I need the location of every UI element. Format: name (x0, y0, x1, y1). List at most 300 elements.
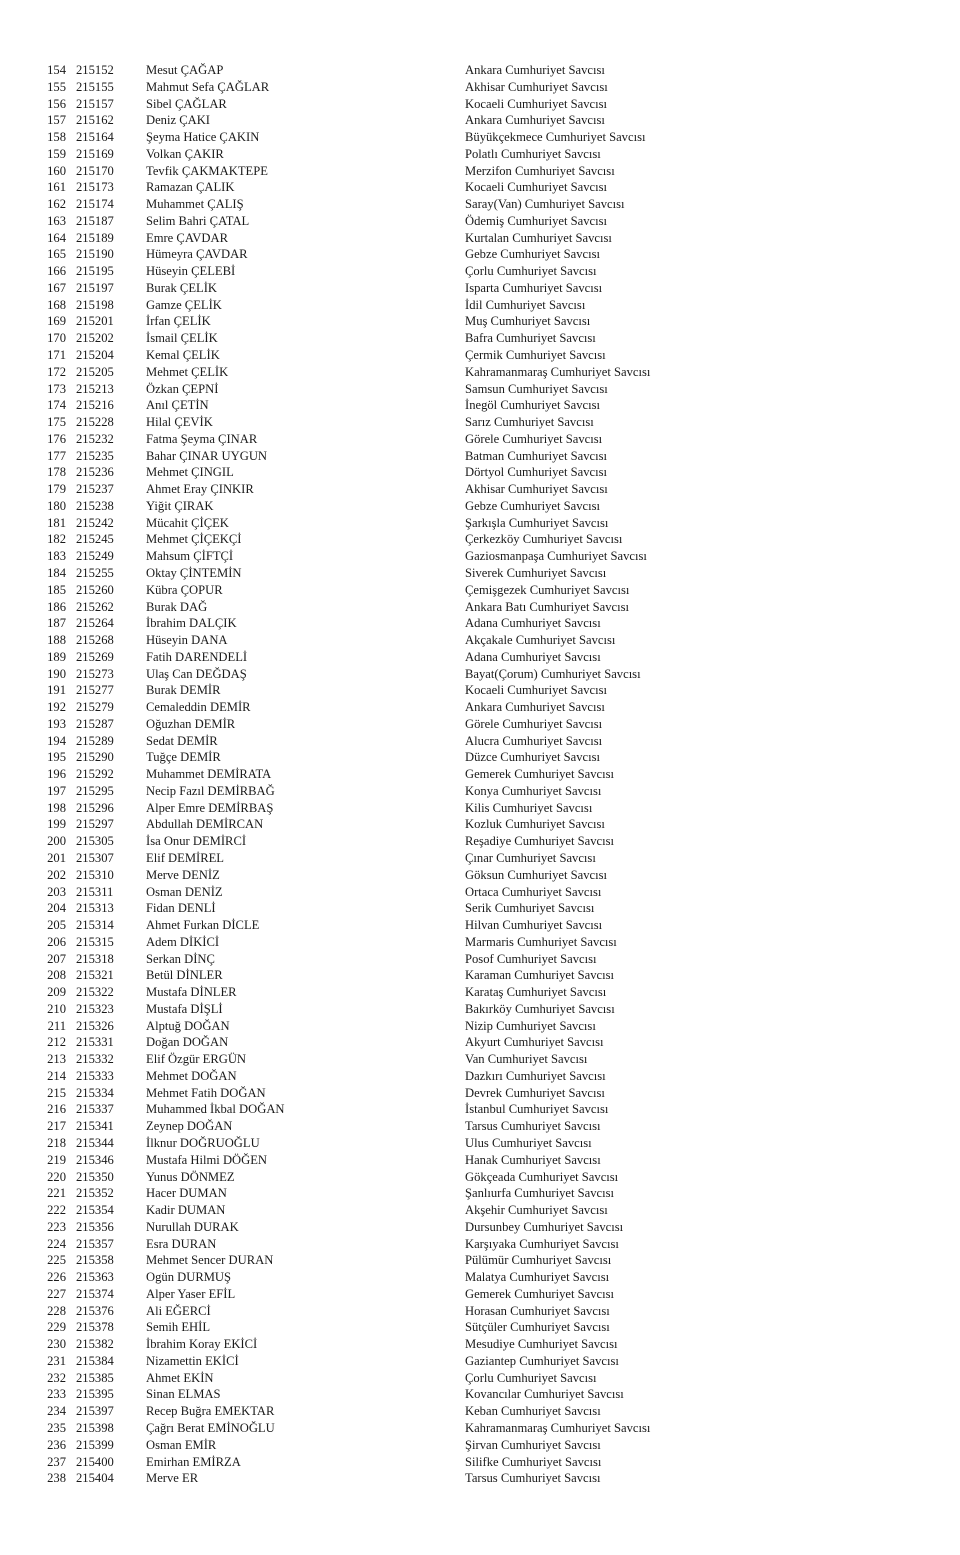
list-row (0, 850, 960, 867)
person-name: Mustafa DİŞLİ (146, 1001, 223, 1016)
person-name: Osman DENİZ (146, 884, 223, 899)
registry-number: 215216 (76, 398, 114, 413)
row-number: 160 (47, 163, 66, 178)
list-row (0, 900, 960, 917)
person-name: Oğuzhan DEMİR (146, 716, 236, 731)
list-row (0, 297, 960, 314)
assignment-title: Hilvan Cumhuriyet Savcısı (465, 918, 603, 933)
row-number: 189 (47, 649, 66, 664)
list-row (0, 246, 960, 263)
person-name: Mehmet ÇELİK (146, 364, 229, 379)
list-row (0, 448, 960, 465)
person-name: Adem DİKİCİ (146, 934, 220, 949)
list-row (0, 163, 960, 180)
row-number: 155 (47, 79, 66, 94)
assignment-title: Çemişgezek Cumhuriyet Savcısı (465, 582, 630, 597)
assignment-title: Kahramanmaraş Cumhuriyet Savcısı (465, 364, 651, 379)
row-number: 199 (47, 817, 66, 832)
row-number: 172 (47, 364, 66, 379)
person-name: Hüseyin ÇELEBİ (146, 264, 236, 279)
list-row (0, 1135, 960, 1152)
assignment-title: Sütçüler Cumhuriyet Savcısı (465, 1320, 610, 1335)
person-name: Ogün DURMUŞ (146, 1270, 232, 1285)
registry-number: 215322 (76, 985, 114, 1000)
list-row (0, 615, 960, 632)
list-row (0, 397, 960, 414)
row-number: 204 (47, 901, 66, 916)
assignment-title: Muş Cumhuriyet Savcısı (465, 314, 591, 329)
registry-number: 215201 (76, 314, 114, 329)
row-number: 176 (47, 431, 66, 446)
person-name: Mesut ÇAĞAP (146, 63, 224, 77)
row-number: 219 (47, 1152, 66, 1167)
registry-number: 215297 (76, 817, 114, 832)
list-row (0, 934, 960, 951)
registry-number: 215260 (76, 582, 114, 597)
registry-number: 215170 (76, 163, 114, 178)
person-name: Abdullah DEMİRCAN (146, 817, 264, 832)
person-name: Ahmet EKİN (146, 1370, 214, 1385)
assignment-title: Çınar Cumhuriyet Savcısı (465, 850, 596, 865)
person-name: Mehmet DOĞAN (146, 1068, 237, 1083)
registry-number: 215190 (76, 247, 114, 262)
list-row (0, 531, 960, 548)
row-number: 206 (47, 934, 66, 949)
person-name: Nurullah DURAK (146, 1219, 239, 1234)
assignment-title: Akşehir Cumhuriyet Savcısı (465, 1203, 608, 1218)
appointment-list (0, 62, 960, 1487)
registry-number: 215385 (76, 1370, 114, 1385)
list-row (0, 1001, 960, 1018)
registry-number: 215174 (76, 197, 114, 212)
registry-number: 215341 (76, 1119, 114, 1134)
list-row (0, 766, 960, 783)
assignment-title: Adana Cumhuriyet Savcısı (465, 616, 601, 631)
list-row (0, 666, 960, 683)
list-row (0, 951, 960, 968)
list-row (0, 649, 960, 666)
row-number: 224 (47, 1236, 66, 1251)
row-number: 168 (47, 297, 66, 312)
person-name: Yunus DÖNMEZ (146, 1169, 235, 1184)
list-row (0, 1219, 960, 1236)
list-row (0, 582, 960, 599)
assignment-title: Şanlıurfa Cumhuriyet Savcısı (465, 1186, 615, 1201)
row-number: 175 (47, 415, 66, 430)
row-number: 238 (47, 1471, 66, 1486)
assignment-title: Karataş Cumhuriyet Savcısı (465, 985, 607, 1000)
assignment-title: Gebze Cumhuriyet Savcısı (465, 247, 601, 262)
assignment-title: Malatya Cumhuriyet Savcısı (465, 1270, 610, 1285)
assignment-title: Konya Cumhuriyet Savcısı (465, 783, 602, 798)
list-row (0, 699, 960, 716)
person-name: Gamze ÇELİK (146, 297, 222, 312)
registry-number: 215197 (76, 280, 114, 295)
registry-number: 215157 (76, 96, 114, 111)
assignment-title: Akhisar Cumhuriyet Savcısı (465, 79, 608, 94)
registry-number: 215249 (76, 549, 114, 564)
registry-number: 215242 (76, 515, 114, 530)
registry-number: 215378 (76, 1320, 114, 1335)
registry-number: 215236 (76, 465, 114, 480)
assignment-title: Ankara Cumhuriyet Savcısı (465, 63, 605, 77)
list-row (0, 230, 960, 247)
row-number: 217 (47, 1119, 66, 1134)
person-name: Burak ÇELİK (146, 280, 217, 295)
assignment-title: Polatlı Cumhuriyet Savcısı (465, 146, 601, 161)
list-row (0, 1420, 960, 1437)
row-number: 220 (47, 1169, 66, 1184)
person-name: Mehmet Fatih DOĞAN (146, 1085, 266, 1100)
row-number: 156 (47, 96, 66, 111)
row-number: 226 (47, 1270, 66, 1285)
person-name: Tuğçe DEMİR (146, 750, 221, 765)
registry-number: 215400 (76, 1454, 114, 1469)
person-name: Ahmet Eray ÇINKIR (146, 482, 254, 497)
registry-number: 215398 (76, 1421, 114, 1436)
assignment-title: İdil Cumhuriyet Savcısı (465, 297, 586, 312)
person-name: Serkan DİNÇ (146, 951, 215, 966)
row-number: 178 (47, 465, 66, 480)
row-number: 170 (47, 331, 66, 346)
person-name: Merve DENİZ (146, 867, 220, 882)
registry-number: 215307 (76, 850, 114, 865)
registry-number: 215326 (76, 1018, 114, 1033)
registry-number: 215187 (76, 213, 114, 228)
list-row (0, 1319, 960, 1336)
assignment-title: Tarsus Cumhuriyet Savcısı (465, 1471, 601, 1486)
registry-number: 215376 (76, 1303, 114, 1318)
assignment-title: Ankara Batı Cumhuriyet Savcısı (465, 599, 630, 614)
person-name: Emirhan EMİRZA (146, 1454, 241, 1469)
assignment-title: Adana Cumhuriyet Savcısı (465, 649, 601, 664)
registry-number: 215404 (76, 1471, 114, 1486)
assignment-title: Devrek Cumhuriyet Savcısı (465, 1085, 605, 1100)
person-name: Sedat DEMİR (146, 733, 218, 748)
row-number: 198 (47, 800, 66, 815)
person-name: Muhammed İkbal DOĞAN (146, 1102, 285, 1117)
list-row (0, 800, 960, 817)
list-row (0, 1236, 960, 1253)
registry-number: 215204 (76, 348, 114, 363)
assignment-title: Bakırköy Cumhuriyet Savcısı (465, 1001, 615, 1016)
list-row (0, 733, 960, 750)
assignment-title: Reşadiye Cumhuriyet Savcısı (465, 834, 615, 849)
registry-number: 215318 (76, 951, 114, 966)
row-number: 235 (47, 1421, 66, 1436)
row-number: 185 (47, 582, 66, 597)
registry-number: 215292 (76, 767, 114, 782)
list-row (0, 1101, 960, 1118)
registry-number: 215334 (76, 1085, 114, 1100)
list-row (0, 280, 960, 297)
registry-number: 215374 (76, 1286, 114, 1301)
registry-number: 215268 (76, 633, 114, 648)
list-row (0, 1370, 960, 1387)
row-number: 166 (47, 264, 66, 279)
list-row (0, 1269, 960, 1286)
registry-number: 215264 (76, 616, 114, 631)
list-row (0, 464, 960, 481)
assignment-title: Kocaeli Cumhuriyet Savcısı (465, 180, 607, 195)
list-row (0, 96, 960, 113)
person-name: Esra DURAN (146, 1236, 217, 1251)
row-number: 208 (47, 968, 66, 983)
assignment-title: Silifke Cumhuriyet Savcısı (465, 1454, 602, 1469)
person-name: Zeynep DOĞAN (146, 1119, 233, 1134)
registry-number: 215169 (76, 146, 114, 161)
list-row (0, 867, 960, 884)
registry-number: 215245 (76, 532, 114, 547)
registry-number: 215162 (76, 113, 114, 128)
row-number: 202 (47, 867, 66, 882)
row-number: 232 (47, 1370, 66, 1385)
person-name: Recep Buğra EMEKTAR (146, 1404, 275, 1419)
registry-number: 215237 (76, 482, 114, 497)
registry-number: 215279 (76, 700, 114, 715)
person-name: Ali EĞERCİ (146, 1303, 211, 1318)
list-row (0, 146, 960, 163)
row-number: 174 (47, 398, 66, 413)
person-name: Mehmet ÇİÇEKÇİ (146, 532, 242, 547)
list-row (0, 1068, 960, 1085)
registry-number: 215262 (76, 599, 114, 614)
person-name: Burak DAĞ (146, 599, 208, 614)
assignment-title: Göksun Cumhuriyet Savcısı (465, 867, 608, 882)
assignment-title: Kurtalan Cumhuriyet Savcısı (465, 230, 612, 245)
row-number: 201 (47, 850, 66, 865)
assignment-title: Çorlu Cumhuriyet Savcısı (465, 1370, 597, 1385)
row-number: 212 (47, 1035, 66, 1050)
row-number: 177 (47, 448, 66, 463)
row-number: 227 (47, 1286, 66, 1301)
assignment-title: Düzce Cumhuriyet Savcısı (465, 750, 601, 765)
list-row (0, 1470, 960, 1487)
list-row (0, 1403, 960, 1420)
assignment-title: Akhisar Cumhuriyet Savcısı (465, 482, 608, 497)
assignment-title: Isparta Cumhuriyet Savcısı (465, 280, 603, 295)
assignment-title: Çerkezköy Cumhuriyet Savcısı (465, 532, 623, 547)
list-row (0, 884, 960, 901)
row-number: 197 (47, 783, 66, 798)
list-row (0, 179, 960, 196)
list-row (0, 364, 960, 381)
row-number: 165 (47, 247, 66, 262)
row-number: 184 (47, 565, 66, 580)
row-number: 225 (47, 1253, 66, 1268)
registry-number: 215395 (76, 1387, 114, 1402)
row-number: 173 (47, 381, 66, 396)
registry-number: 215354 (76, 1203, 114, 1218)
row-number: 200 (47, 834, 66, 849)
assignment-title: Karaman Cumhuriyet Savcısı (465, 968, 614, 983)
row-number: 207 (47, 951, 66, 966)
assignment-title: Serik Cumhuriyet Savcısı (465, 901, 595, 916)
assignment-title: Sarız Cumhuriyet Savcısı (465, 415, 594, 430)
person-name: İrfan ÇELİK (146, 314, 211, 329)
registry-number: 215277 (76, 683, 114, 698)
registry-number: 215305 (76, 834, 114, 849)
assignment-title: Şarkışla Cumhuriyet Savcısı (465, 515, 609, 530)
list-row (0, 1185, 960, 1202)
person-name: Muhammet ÇALIŞ (146, 197, 244, 212)
row-number: 195 (47, 750, 66, 765)
person-name: Ramazan ÇALIK (146, 180, 235, 195)
row-number: 171 (47, 348, 66, 363)
list-row (0, 129, 960, 146)
row-number: 169 (47, 314, 66, 329)
row-number: 179 (47, 482, 66, 497)
list-row (0, 1286, 960, 1303)
assignment-title: Posof Cumhuriyet Savcısı (465, 951, 597, 966)
registry-number: 215228 (76, 415, 114, 430)
person-name: Hüseyin DANA (146, 633, 228, 648)
person-name: Sinan ELMAS (146, 1387, 221, 1402)
list-row (0, 1454, 960, 1471)
person-name: Mustafa Hilmi DÖĞEN (146, 1152, 268, 1167)
assignment-title: Bayat(Çorum) Cumhuriyet Savcısı (465, 666, 641, 681)
person-name: Kübra ÇOPUR (146, 582, 223, 597)
list-row (0, 381, 960, 398)
registry-number: 215331 (76, 1035, 114, 1050)
person-name: İsmail ÇELİK (146, 331, 218, 346)
list-row (0, 1353, 960, 1370)
person-name: Yiğit ÇIRAK (146, 498, 214, 513)
row-number: 205 (47, 918, 66, 933)
row-number: 180 (47, 498, 66, 513)
assignment-title: Keban Cumhuriyet Savcısı (465, 1404, 601, 1419)
row-number: 237 (47, 1454, 66, 1469)
registry-number: 215314 (76, 918, 114, 933)
assignment-title: Bafra Cumhuriyet Savcısı (465, 331, 596, 346)
list-row (0, 515, 960, 532)
row-number: 233 (47, 1387, 66, 1402)
registry-number: 215357 (76, 1236, 114, 1251)
registry-number: 215350 (76, 1169, 114, 1184)
registry-number: 215255 (76, 565, 114, 580)
person-name: Fidan DENLİ (146, 901, 216, 916)
list-row (0, 716, 960, 733)
person-name: Çağrı Berat EMİNOĞLU (146, 1421, 275, 1436)
list-row (0, 213, 960, 230)
registry-number: 215311 (76, 884, 114, 899)
row-number: 191 (47, 683, 66, 698)
registry-number: 215295 (76, 783, 114, 798)
assignment-title: Kocaeli Cumhuriyet Savcısı (465, 96, 607, 111)
person-name: Alper Yaser EFİL (146, 1286, 236, 1301)
registry-number: 215323 (76, 1001, 114, 1016)
row-number: 228 (47, 1303, 66, 1318)
row-number: 196 (47, 767, 66, 782)
registry-number: 215287 (76, 716, 114, 731)
row-number: 221 (47, 1186, 66, 1201)
assignment-title: Gaziosmanpaşa Cumhuriyet Savcısı (465, 549, 647, 564)
registry-number: 215164 (76, 130, 114, 145)
assignment-title: Çermik Cumhuriyet Savcısı (465, 348, 606, 363)
registry-number: 215358 (76, 1253, 114, 1268)
person-name: Mahsum ÇİFTÇİ (146, 549, 234, 564)
person-name: Şeyma Hatice ÇAKIN (146, 130, 260, 145)
list-row (0, 1386, 960, 1403)
person-name: Hacer DUMAN (146, 1186, 227, 1201)
row-number: 190 (47, 666, 66, 681)
person-name: Burak DEMİR (146, 683, 221, 698)
registry-number: 215173 (76, 180, 114, 195)
list-row (0, 1303, 960, 1320)
registry-number: 215296 (76, 800, 114, 815)
person-name: Anıl ÇETİN (146, 398, 209, 413)
list-row (0, 481, 960, 498)
assignment-title: Tarsus Cumhuriyet Savcısı (465, 1119, 601, 1134)
registry-number: 215232 (76, 431, 114, 446)
list-row (0, 263, 960, 280)
list-row (0, 431, 960, 448)
assignment-title: Ulus Cumhuriyet Savcısı (465, 1136, 592, 1150)
list-row (0, 783, 960, 800)
list-row (0, 1085, 960, 1102)
person-name: Betül DİNLER (146, 968, 223, 983)
assignment-title: Ankara Cumhuriyet Savcısı (465, 700, 605, 715)
assignment-title: Akçakale Cumhuriyet Savcısı (465, 633, 616, 648)
assignment-title: Karşıyaka Cumhuriyet Savcısı (465, 1236, 619, 1251)
registry-number: 215346 (76, 1152, 114, 1167)
assignment-title: Gökçeada Cumhuriyet Savcısı (465, 1169, 619, 1184)
registry-number: 215155 (76, 79, 114, 94)
registry-number: 215189 (76, 230, 114, 245)
person-name: Mücahit ÇİÇEK (146, 515, 229, 530)
person-name: Deniz ÇAKI (146, 113, 211, 128)
row-number: 213 (47, 1052, 66, 1067)
assignment-title: Hanak Cumhuriyet Savcısı (465, 1152, 601, 1167)
registry-number: 215337 (76, 1102, 114, 1117)
row-number: 159 (47, 146, 66, 161)
registry-number: 215315 (76, 934, 114, 949)
row-number: 161 (47, 180, 66, 195)
row-number: 193 (47, 716, 66, 731)
assignment-title: Büyükçekmece Cumhuriyet Savcısı (465, 130, 646, 145)
row-number: 181 (47, 515, 66, 530)
person-name: Semih EHİL (146, 1320, 211, 1335)
row-number: 218 (47, 1136, 66, 1150)
row-number: 182 (47, 532, 66, 547)
person-name: Osman EMİR (146, 1437, 217, 1452)
assignment-title: Merzifon Cumhuriyet Savcısı (465, 163, 615, 178)
person-name: Elif DEMİREL (146, 850, 224, 865)
registry-number: 215332 (76, 1052, 114, 1067)
row-number: 167 (47, 280, 66, 295)
person-name: Elif Özgür ERGÜN (146, 1052, 247, 1067)
row-number: 211 (47, 1018, 66, 1033)
person-name: Alper Emre DEMİRBAŞ (146, 800, 274, 815)
list-row (0, 1152, 960, 1169)
person-name: Merve ER (146, 1471, 199, 1486)
assignment-title: Mesudiye Cumhuriyet Savcısı (465, 1337, 618, 1352)
registry-number: 215213 (76, 381, 114, 396)
person-name: İbrahim Koray EKİCİ (146, 1337, 258, 1352)
registry-number: 215363 (76, 1270, 114, 1285)
list-row (0, 313, 960, 330)
row-number: 157 (47, 113, 66, 128)
person-name: Hilal ÇEVİK (146, 415, 213, 430)
assignment-title: Ortaca Cumhuriyet Savcısı (465, 884, 602, 899)
row-number: 209 (47, 985, 66, 1000)
person-name: Tevfik ÇAKMAKTEPE (146, 163, 268, 178)
assignment-title: Marmaris Cumhuriyet Savcısı (465, 934, 617, 949)
row-number: 214 (47, 1068, 66, 1083)
registry-number: 215356 (76, 1219, 114, 1234)
registry-number: 215198 (76, 297, 114, 312)
list-row (0, 1018, 960, 1035)
